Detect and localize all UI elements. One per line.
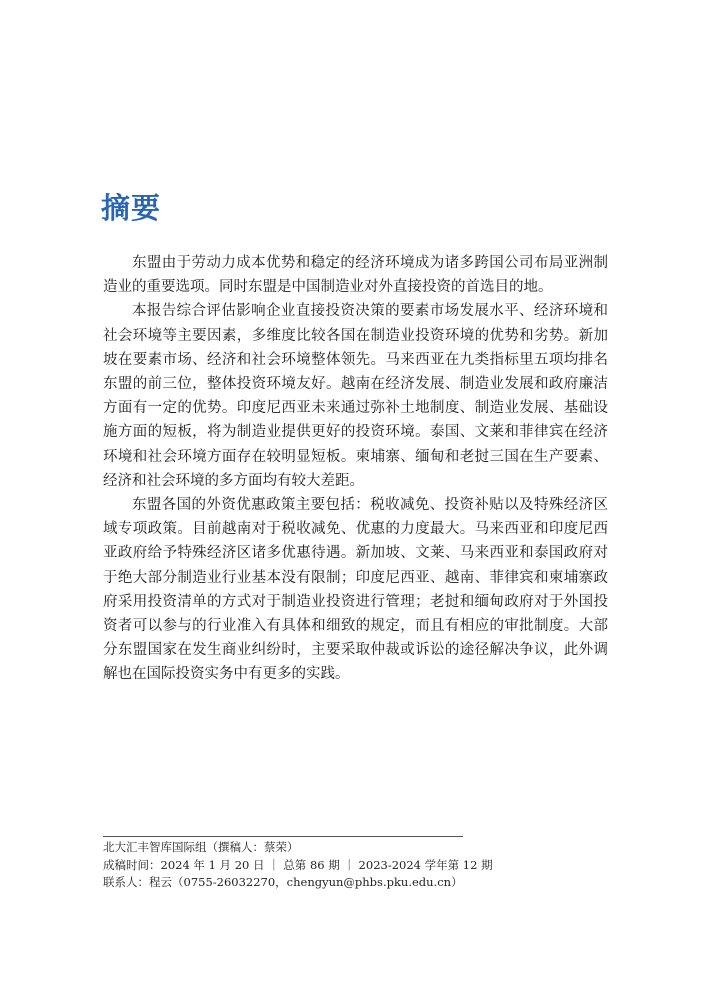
paragraph-2: 本报告综合评估影响企业直接投资决策的要素市场发展水平、经济环境和社会环境等主要因素，多维度比较各国在制造业投资环境的优势和劣势。新加坡在要素市场、经济和社会环境整体领先。马来西亚在九类指标里五项均排名东盟的前三位，整体投资环境友好。越南在经济发展、制造业发展和政府廉洁方面有一定的优势。印度尼西亚未来通过弥补土地制度、制造业发展、基础设施方面的短板，将为制造业提供更好的投资环境。泰国、文莱和菲律宾在经济环境和社会环境方面存在较明显短板。柬埔寨、缅甸和老挝三国在生产要素、经济和社会环境的多方面均有较大差距。 xyxy=(103,303,608,489)
footer-date-issue: 成稿时间：2024 年 1 月 20 日 ｜ 总第 86 期 ｜ 2023-2024 学年第 12 期 xyxy=(103,857,493,872)
footer xyxy=(103,839,493,892)
summary-body xyxy=(103,251,608,687)
page-title: 摘要 xyxy=(101,191,162,225)
paragraph-3: 东盟各国的外资优惠政策主要包括：税收减免、投资补贴以及特殊经济区域专项政策。目前越南对于税收减免、优惠的力度最大。马来西亚和印度尼西亚政府给予特殊经济区诸多优惠待遇。新加坡、文莱、马来西亚和泰国政府对于绝大部分制造业行业基本没有限制；印度尼西亚、越南、菲律宾和柬埔寨政府采用投资清单的方式对于制造业投资进行管理；老挝和缅甸政府对于外国投资者可以参与的行业准入有具体和细致的规定，而且有相应的审批制度。大部分东盟国家在发生商业纠纷时，主要采取仲裁或诉讼的途径解决争议，此外调解也在国际投资实务中有更多的实践。 xyxy=(103,497,608,683)
paragraph-1: 东盟由于劳动力成本优势和稳定的经济环境成为诸多跨国公司布局亚洲制造业的重要选项。同时东盟是中国制造业对外直接投资的首选目的地。 xyxy=(103,255,608,296)
footer-divider xyxy=(103,836,463,837)
footer-contact: 联系人：程云（0755-26032270，chengyun@phbs.pku.edu.cn） xyxy=(103,875,463,889)
footer-author: 北大汇丰智库国际组（撰稿人：蔡荣） xyxy=(103,840,299,854)
